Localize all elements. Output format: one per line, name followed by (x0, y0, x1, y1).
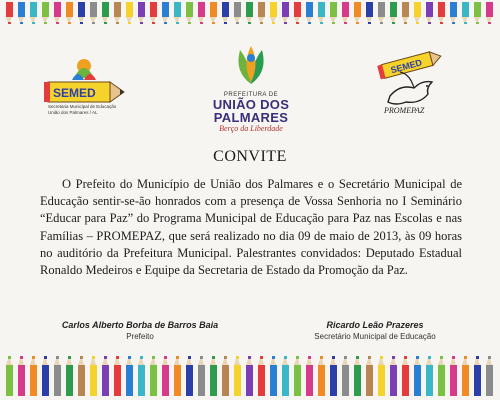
signature-secretario (290, 320, 460, 341)
pencil-decoration-icon (354, 2, 361, 24)
pencil-decoration-icon (30, 356, 37, 396)
pencil-decoration-icon (306, 356, 313, 396)
pencil-decoration-icon (18, 356, 25, 396)
promepaz-name: PROMEPAZ (384, 106, 425, 115)
pencil-decoration-icon (198, 2, 205, 24)
pencil-decoration-icon (6, 356, 13, 396)
pencil-decoration-icon (354, 356, 361, 396)
signature-name: Ricardo Leão Prazeres (326, 320, 424, 330)
pencil-decoration-icon (486, 2, 493, 24)
pencil-decoration-icon (210, 2, 217, 24)
pencil-decoration-icon (258, 356, 265, 396)
pencil-decoration-icon (462, 2, 469, 24)
signature-name: Carlos Alberto Borba de Barros Baia (61, 320, 219, 330)
pencil-decoration-icon (150, 356, 157, 396)
pencil-decoration-icon (330, 356, 337, 396)
pencil-decoration-icon (390, 356, 397, 396)
pencil-decoration-icon (342, 356, 349, 396)
pencil-decoration-icon (294, 2, 301, 24)
city-name: UNIÃO DOS PALMARES (212, 97, 290, 125)
semed-caption-line1: Secretaria Municipal de Educação (48, 104, 117, 109)
pencil-decoration-icon (54, 2, 61, 24)
pencil-decoration-icon (138, 2, 145, 24)
pencil-decoration-icon (474, 2, 481, 24)
pencil-decoration-icon (234, 356, 241, 396)
pencil-decoration-icon (486, 356, 493, 396)
pencil-decoration-icon (246, 2, 253, 24)
pencil-decoration-icon (282, 356, 289, 396)
pencil-decoration-icon (414, 356, 421, 396)
signature-role: Secretário Municipal de Educação (314, 332, 436, 341)
pencil-decoration-icon (18, 2, 25, 24)
pencil-decoration-icon (162, 356, 169, 396)
pencil-border-bottom (6, 356, 494, 398)
pencil-decoration-icon (30, 2, 37, 24)
pencil-decoration-icon (78, 356, 85, 396)
pencil-decoration-icon (78, 2, 85, 24)
prefeitura-label: PREFEITURA DE (223, 92, 279, 98)
pencil-decoration-icon (42, 2, 49, 24)
pencil-decoration-icon (234, 2, 241, 24)
pencil-decoration-icon (126, 2, 133, 24)
pencil-decoration-icon (474, 356, 481, 396)
pencil-decoration-icon (450, 2, 457, 24)
pencil-decoration-icon (426, 2, 433, 24)
pencil-decoration-icon (438, 356, 445, 396)
pencil-decoration-icon (402, 2, 409, 24)
semed-caption-line2: União dos Palmares / AL (48, 110, 98, 115)
pencil-decoration-icon (402, 356, 409, 396)
pencil-border-top (6, 2, 494, 32)
pencil-decoration-icon (462, 356, 469, 396)
pencil-decoration-icon (318, 356, 325, 396)
pencil-decoration-icon (222, 356, 229, 396)
pencil-decoration-icon (114, 356, 121, 396)
pencil-decoration-icon (174, 2, 181, 24)
pencil-decoration-icon (258, 2, 265, 24)
pencil-decoration-icon (414, 2, 421, 24)
pencil-decoration-icon (210, 356, 217, 396)
pencil-decoration-icon (90, 2, 97, 24)
pencil-decoration-icon (162, 2, 169, 24)
semed-caption (48, 104, 128, 116)
pencil-decoration-icon (270, 356, 277, 396)
city-slogan: Berço da Liberdade (219, 124, 283, 133)
pencil-decoration-icon (282, 2, 289, 24)
pencil-decoration-icon (366, 2, 373, 24)
pencil-decoration-icon (438, 2, 445, 24)
semed-logo (44, 54, 130, 124)
svg-text:SEMED: SEMED (389, 57, 424, 76)
pencil-decoration-icon (114, 2, 121, 24)
pencil-decoration-icon (174, 356, 181, 396)
pencil-decoration-icon (6, 2, 13, 24)
pencil-decoration-icon (126, 356, 133, 396)
pencil-decoration-icon (378, 356, 385, 396)
pencil-decoration-icon (270, 2, 277, 24)
signature-role: Prefeito (126, 332, 154, 341)
pencil-decoration-icon (378, 2, 385, 24)
pencil-decoration-icon (390, 2, 397, 24)
pencil-decoration-icon (186, 356, 193, 396)
svg-text:SEMED: SEMED (53, 86, 96, 100)
pencil-decoration-icon (186, 2, 193, 24)
pencil-decoration-icon (66, 356, 73, 396)
pencil-decoration-icon (426, 356, 433, 396)
pencil-decoration-icon (366, 356, 373, 396)
pencil-decoration-icon (42, 356, 49, 396)
leaf-emblem-icon (226, 44, 276, 86)
pencil-decoration-icon (102, 356, 109, 396)
pencil-decoration-icon (138, 356, 145, 396)
pencil-decoration-icon (294, 356, 301, 396)
page-title: CONVITE (213, 148, 287, 165)
pencil-decoration-icon (330, 2, 337, 24)
pencil-decoration-icon (150, 2, 157, 24)
pencil-decoration-icon (450, 356, 457, 396)
prefeitura-logo (196, 44, 306, 133)
pencil-decoration-icon (342, 2, 349, 24)
pencil-decoration-icon (66, 2, 73, 24)
pencil-decoration-icon (102, 2, 109, 24)
pencil-decoration-icon (54, 356, 61, 396)
pencil-decoration-icon (198, 356, 205, 396)
pencil-decoration-icon (222, 2, 229, 24)
pencil-decoration-icon (318, 2, 325, 24)
pencil-decoration-icon (246, 356, 253, 396)
signature-prefeito (50, 320, 230, 341)
invitation-body: O Prefeito do Município de União dos Palmares e o Secretário Municipal de Educação sentir-se-ão honrados com a presença de Vossa Senhoria no I Seminário “Educar para Paz” do Programa Municipal de Educação para Paz nas Escolas e nas Famílias – PROMEPAZ, que será realizado no dia 09 de maio de 2013, às 09 horas no auditório da Prefeitura Municipal. Palestrantes convidados: Deputado Estadual Ronaldo Medeiros e Equipe da Secretaria de Estado da Promoção da Paz. (40, 177, 462, 278)
pencil-decoration-icon (90, 356, 97, 396)
promepaz-logo (370, 44, 460, 124)
pencil-decoration-icon (306, 2, 313, 24)
